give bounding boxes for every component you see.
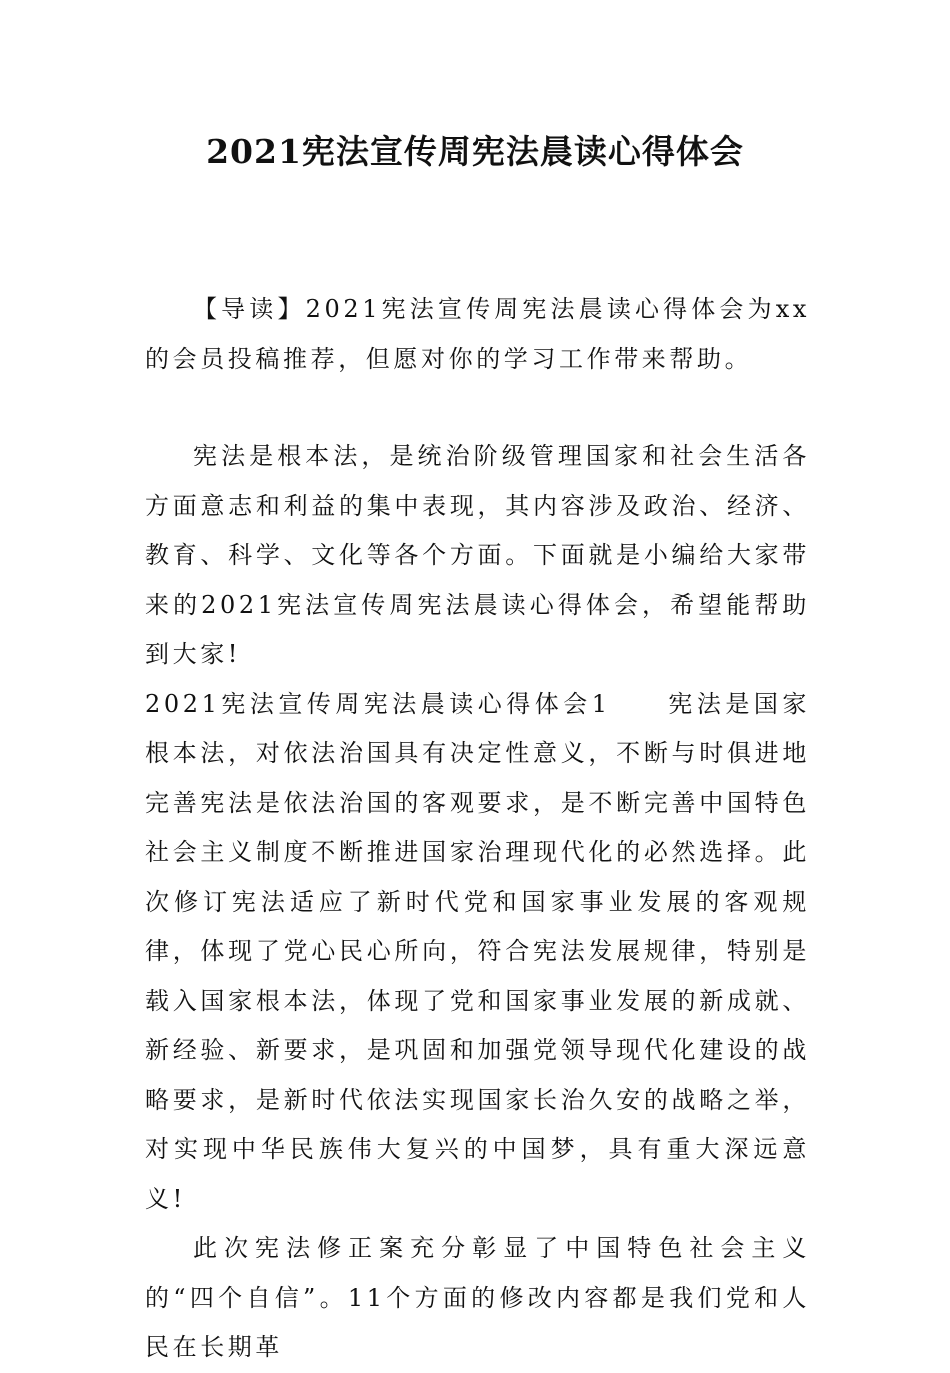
document-body — [145, 285, 810, 1373]
section-1-paragraph: 2021宪法宣传周宪法晨读心得体会1 宪法是国家根本法，对依法治国具有决定性意义，不断与时俱进地完善宪法是依法治国的客观要求，是不断完善中国特色社会主义制度不断推进国家治理现代化的必然选择。此次修订宪法适应了新时代党和国家事业发展的客观规律，体现了党心民心所向，符合宪法发展规律，特别是载入国家根本法，体现了党和国家事业发展的新成就、新经验、新要求，是巩固和加强党领导现代化建设的战略要求，是新时代依法实现国家长治久安的战略之举，对实现中华民族伟大复兴的中国梦，具有重大深远意义! — [145, 689, 810, 1213]
document-title: 2021宪法宣传周宪法晨读心得体会 — [206, 132, 744, 171]
paragraph-gap — [145, 384, 810, 432]
section-1-paragraph-2: 此次宪法修正案充分彰显了中国特色社会主义的“四个自信”。11个方面的修改内容都是我们党和人民在长期革 — [145, 1234, 810, 1361]
summary-paragraph: 宪法是根本法，是统治阶级管理国家和社会生活各方面意志和利益的集中表现，其内容涉及政治、经济、教育、科学、文化等各个方面。下面就是小编给大家带来的2021宪法宣传周宪法晨读心得体会，希望能帮助到大家! — [145, 442, 810, 668]
intro-paragraph: 【导读】2021宪法宣传周宪法晨读心得体会为xx的会员投稿推荐，但愿对你的学习工作带来帮助。 — [145, 295, 810, 373]
